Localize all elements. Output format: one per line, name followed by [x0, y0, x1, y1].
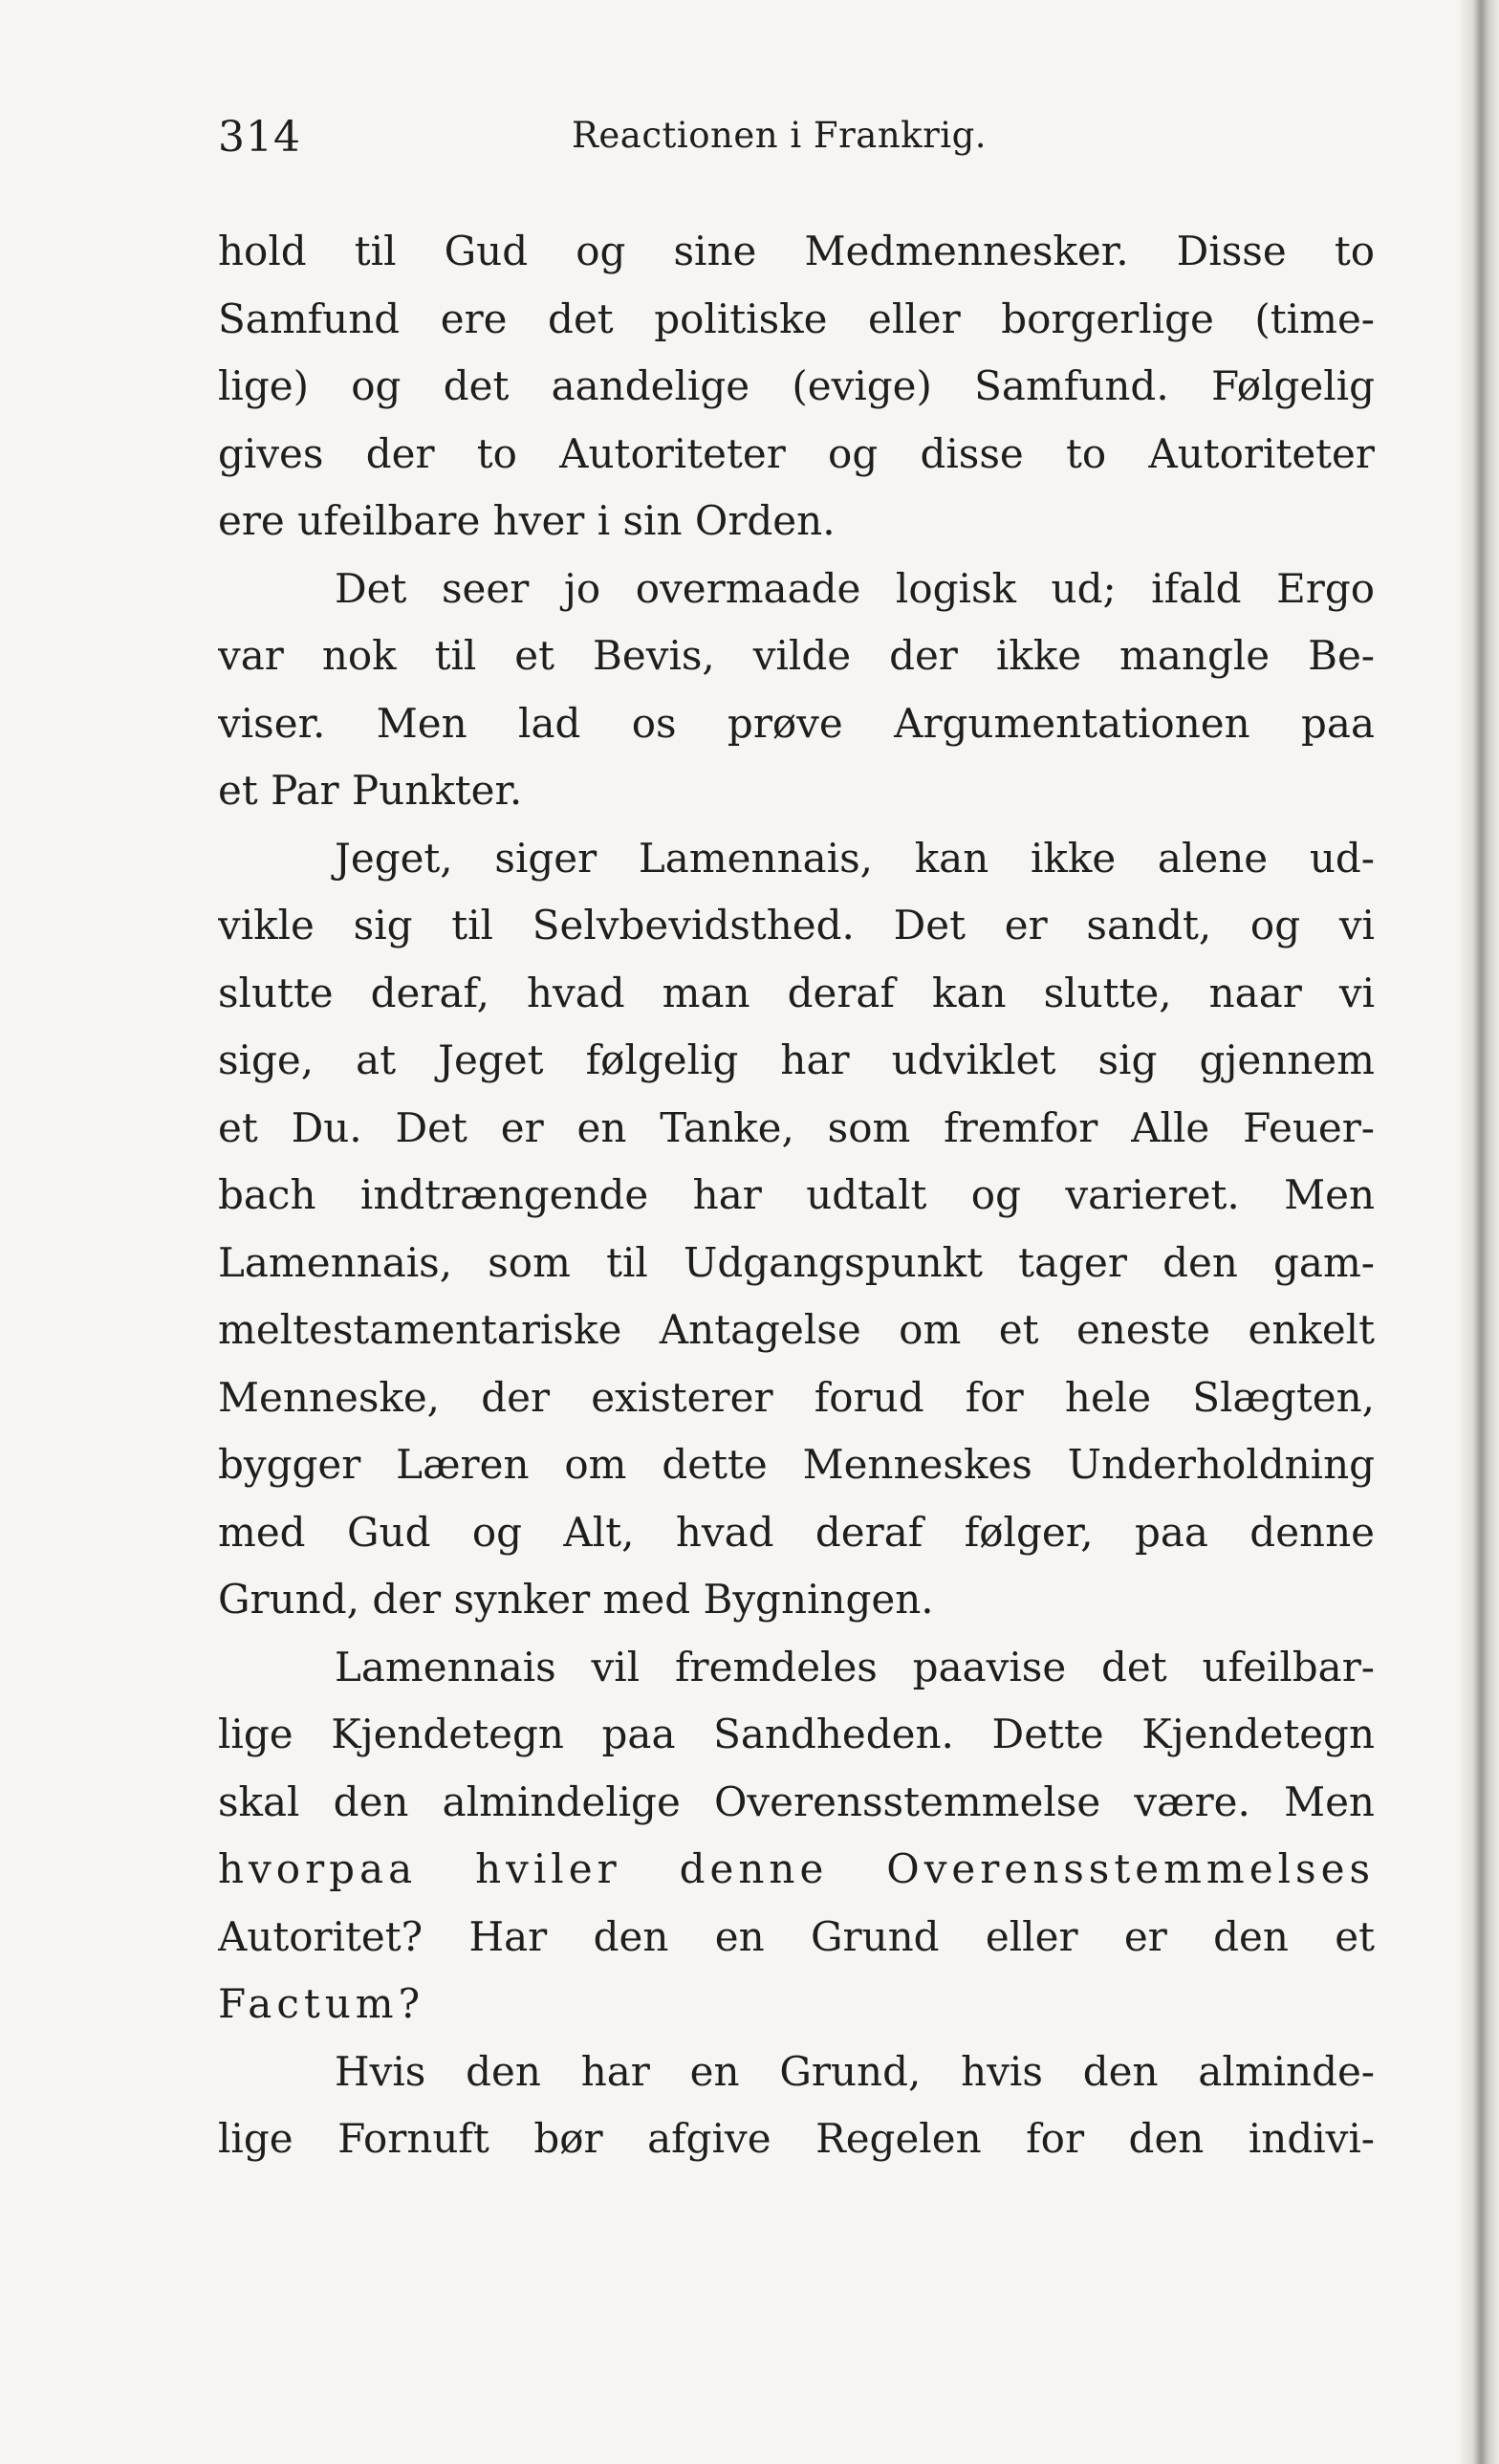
- text-line: Jeget, siger Lamennais, kan ikke alene ud-: [335, 834, 1375, 882]
- text-line: et Du. Det er en Tanke, som fremfor Alle Feuer-: [218, 1103, 1375, 1151]
- running-title: Reactionen i Frankrig.: [572, 115, 988, 156]
- text-line: viser. Men lad os prøve Argumentationen paa: [218, 699, 1375, 747]
- text-line: hold til Gud og sine Medmennesker. Disse to: [218, 228, 1375, 274]
- text-line: Factum?: [218, 1980, 425, 2027]
- text-line: sige, at Jeget følgelig har udviklet sig gjennem: [218, 1036, 1375, 1083]
- page-edge-shadow: [1459, 0, 1499, 2464]
- body-text: [218, 218, 1375, 2173]
- text-line: meltestamentariske Antagelse om et eneste enkelt: [218, 1306, 1375, 1353]
- text-line: Grund, der synker med Bygningen.: [218, 1576, 934, 1623]
- text-line: ere ufeilbare hver i sin Orden.: [218, 497, 836, 544]
- page-number: 314: [218, 113, 301, 162]
- page-header: [218, 103, 1375, 170]
- text-line: Menneske, der existerer forud for hele Slægten,: [218, 1373, 1375, 1421]
- text-line: var nok til et Bevis, vilde der ikke mangle Be-: [218, 632, 1375, 679]
- text-line: vikle sig til Selvbevidsthed. Det er sandt, og vi: [218, 902, 1375, 949]
- text-line: Autoritet? Har den en Grund eller er den et: [218, 1912, 1375, 1960]
- text-line: hvorpaa hviler denne Overensstemmelses: [218, 1845, 1375, 1892]
- text-line: Hvis den har en Grund, hvis den alminde-: [335, 2047, 1375, 2095]
- text-line: Det seer jo overmaade logisk ud; ifald Ergo: [335, 564, 1375, 612]
- text-line: med Gud og Alt, hvad deraf følger, paa denne: [218, 1508, 1375, 1556]
- text-line: skal den almindelige Overensstemmelse være. Men: [218, 1777, 1375, 1825]
- text-line: Lamennais, som til Udgangspunkt tager den gam-: [218, 1238, 1375, 1286]
- text-line: lige Fornuft bør afgive Regelen for den indivi-: [218, 2115, 1375, 2162]
- text-line: gives der to Autoriteter og disse to Autoriteter: [218, 429, 1375, 477]
- text-line: bygger Læren om dette Menneskes Underholdning: [218, 1441, 1375, 1488]
- text-line: slutte deraf, hvad man deraf kan slutte, naar vi: [218, 969, 1375, 1016]
- text-line: lige) og det aandelige (evige) Samfund. Følgelig: [218, 362, 1375, 409]
- text-line: et Par Punkter.: [218, 767, 523, 814]
- text-line: bach indtrængende har udtalt og varieret. Men: [218, 1171, 1375, 1218]
- text-line: lige Kjendetegn paa Sandheden. Dette Kjendetegn: [218, 1711, 1375, 1757]
- text-line: Lamennais vil fremdeles paavise det ufeilbar-: [335, 1643, 1375, 1690]
- text-line: Samfund ere det politiske eller borgerlige (time-: [218, 294, 1375, 342]
